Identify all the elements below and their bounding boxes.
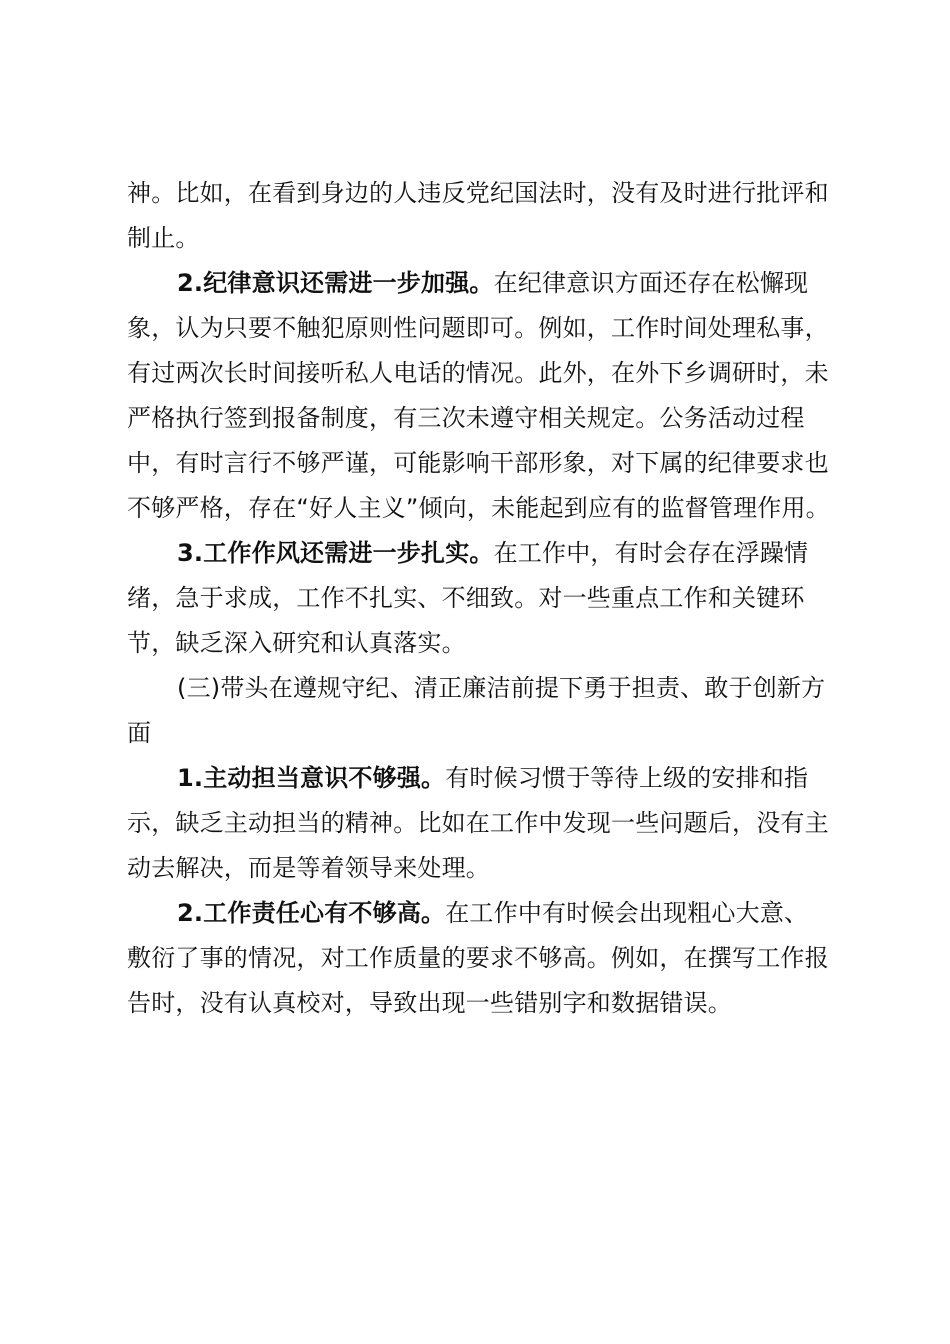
paragraph-responsibility [127, 891, 832, 1026]
paragraph-text: 有时候习惯于等待上级的安排和指示，缺乏主动担当的精神。比如在工作中发现一些问题后，没有主动去解决，而是等着领导来处理。 [127, 764, 829, 882]
paragraph-heading: 2.纪律意识还需进一步加强。 [177, 269, 494, 297]
paragraph-continued [127, 171, 832, 261]
paragraph-text: 在纪律意识方面还存在松懈现象，认为只要不触犯原则性问题即可。例如，工作时间处理私事，有过两次长时间接听私人电话的情况。此外，在外下乡调研时，未严格执行签到报备制度，有三次未遵守相关规定。公务活动过程中，有时言行不够严谨，可能影响干部形象，对下属的纪律要求也不够严格，存在“好人主义”倾向，未能起到应有的监督管理作用。 [127, 269, 830, 522]
paragraph-heading: 1.主动担当意识不够强。 [177, 764, 446, 792]
paragraph-text: 在工作中有时候会出现粗心大意、敷衍了事的情况，对工作质量的要求不够高。例如，在撰写工作报告时，没有认真校对，导致出现一些错别字和数据错误。 [127, 899, 829, 1017]
section-heading-text: (三)带头在遵规守纪、清正廉洁前提下勇于担责、敢于创新方面 [127, 674, 826, 747]
paragraph-discipline-awareness [127, 261, 832, 531]
document-body [127, 171, 832, 1026]
paragraph-text: 神。比如，在看到身边的人违反党纪国法时，没有及时进行批评和制止。 [127, 179, 829, 252]
section-heading-three [127, 666, 832, 756]
paragraph-work-style [127, 531, 832, 666]
paragraph-heading: 3.工作作风还需进一步扎实。 [177, 539, 494, 567]
paragraph-initiative [127, 756, 832, 891]
paragraph-heading: 2.工作责任心有不够高。 [177, 899, 446, 927]
paragraph-text: 在工作中，有时会存在浮躁情绪，急于求成，工作不扎实、不细致。对一些重点工作和关键环节，缺乏深入研究和认真落实。 [127, 539, 809, 657]
